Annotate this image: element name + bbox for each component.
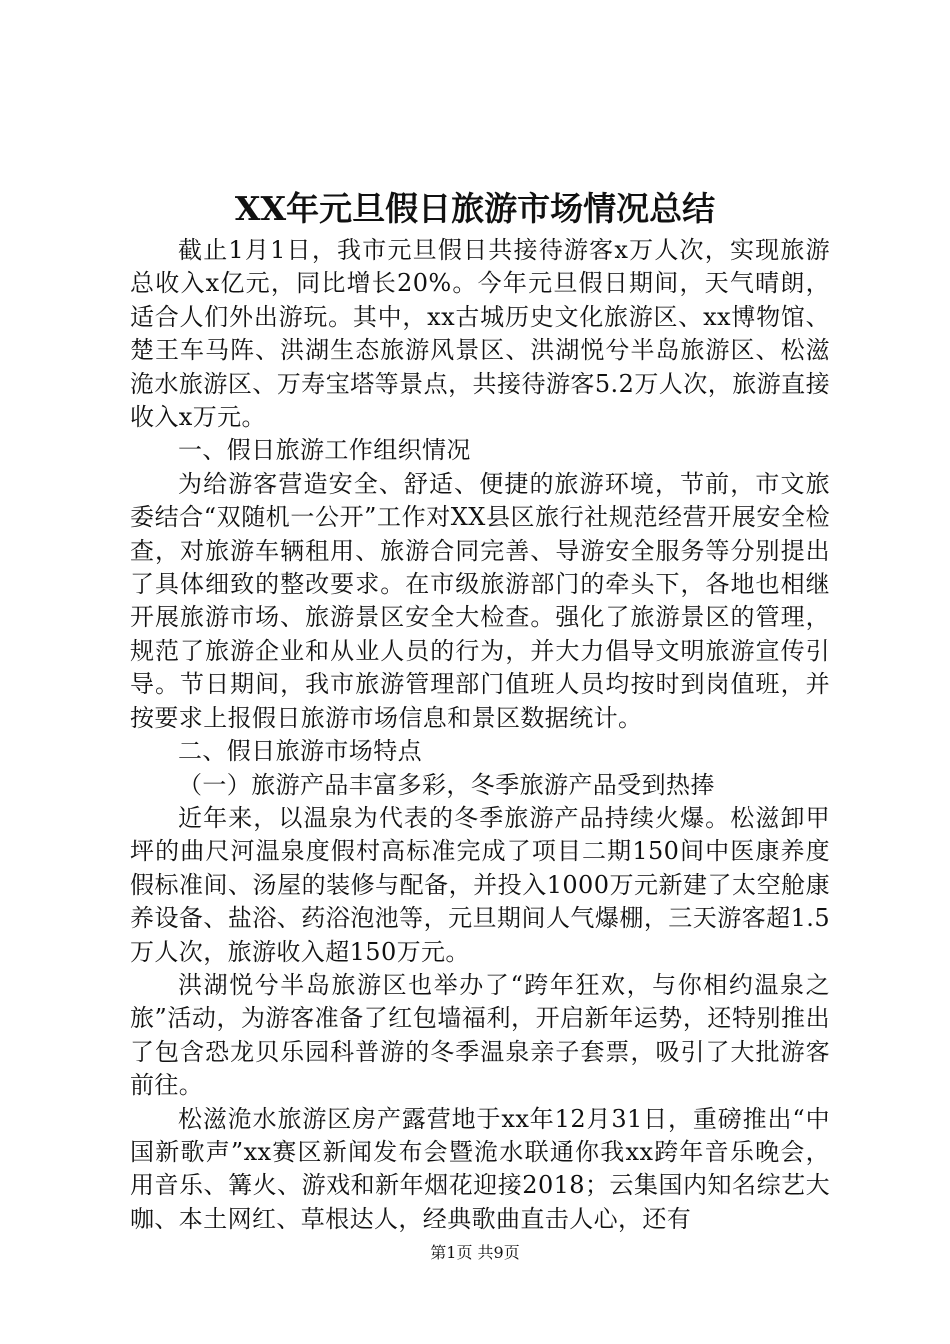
section-heading-1: 一、假日旅游工作组织情况 <box>178 436 471 465</box>
paragraph-intro: 截止1月1日，我市元旦假日共接待游客x万人次，实现旅游总收入x亿元，同比增长20%。今年元旦假日期间，天气晴朗，适合人们外出游玩。其中，xx古城历史文化旅游区、xx博物馆、楚王车马阵、洪湖生态旅游风景区、洪湖悦兮半岛旅游区、松滋洈水旅游区、万寿宝塔等景点，共接待游客5.2万人次，旅游直接收入x万元。 <box>130 236 830 432</box>
paragraph-hot-spring: 近年来，以温泉为代表的冬季旅游产品持续火爆。松滋卸甲坪的曲尺河温泉度假村高标准完成了项目二期150间中医康养度假标准间、汤屋的装修与配备，并投入1000万元新建了太空舱康养设备、盐浴、药浴泡池等，元旦期间人气爆棚，三天游客超1.5万人次，旅游收入超150万元。 <box>130 803 830 966</box>
document-body <box>130 234 830 1236</box>
paragraph-honghu: 洪湖悦兮半岛旅游区也举办了“跨年狂欢，与你相约温泉之旅”活动，为游客准备了红包墙福利，开启新年运势，还特别推出了包含恐龙贝乐园科普游的冬季温泉亲子套票，吸引了大批游客前往。 <box>130 970 830 1100</box>
section-heading-2: 二、假日旅游市场特点 <box>178 737 422 766</box>
subsection-heading-1: （一）旅游产品丰富多彩，冬季旅游产品受到热捧 <box>178 770 715 799</box>
page-number-footer: 第1页 共9页 <box>430 1243 520 1262</box>
paragraph-organization: 为给游客营造安全、舒适、便捷的旅游环境，节前，市文旅委结合“双随机一公开”工作对XX县区旅行社规范经营开展安全检查，对旅游车辆租用、旅游合同完善、导游安全服务等分别提出了具体细致的整改要求。在市级旅游部门的牵头下，各地也相继开展旅游市场、旅游景区安全大检查。强化了旅游景区的管理，规范了旅游企业和从业人员的行为，并大力倡导文明旅游宣传引导。节日期间，我市旅游管理部门值班人员均按时到岗值班，并按要求上报假日旅游市场信息和景区数据统计。 <box>130 469 830 732</box>
document-title: XX年元旦假日旅游市场情况总结 <box>234 189 716 228</box>
paragraph-weishui: 松滋洈水旅游区房产露营地于xx年12月31日，重磅推出“中国新歌声”xx赛区新闻发布会暨洈水联通你我xx跨年音乐晚会，用音乐、篝火、游戏和新年烟花迎接2018；云集国内知名综艺大咖、本土网红、草根达人，经典歌曲直击人心，还有 <box>130 1104 830 1233</box>
